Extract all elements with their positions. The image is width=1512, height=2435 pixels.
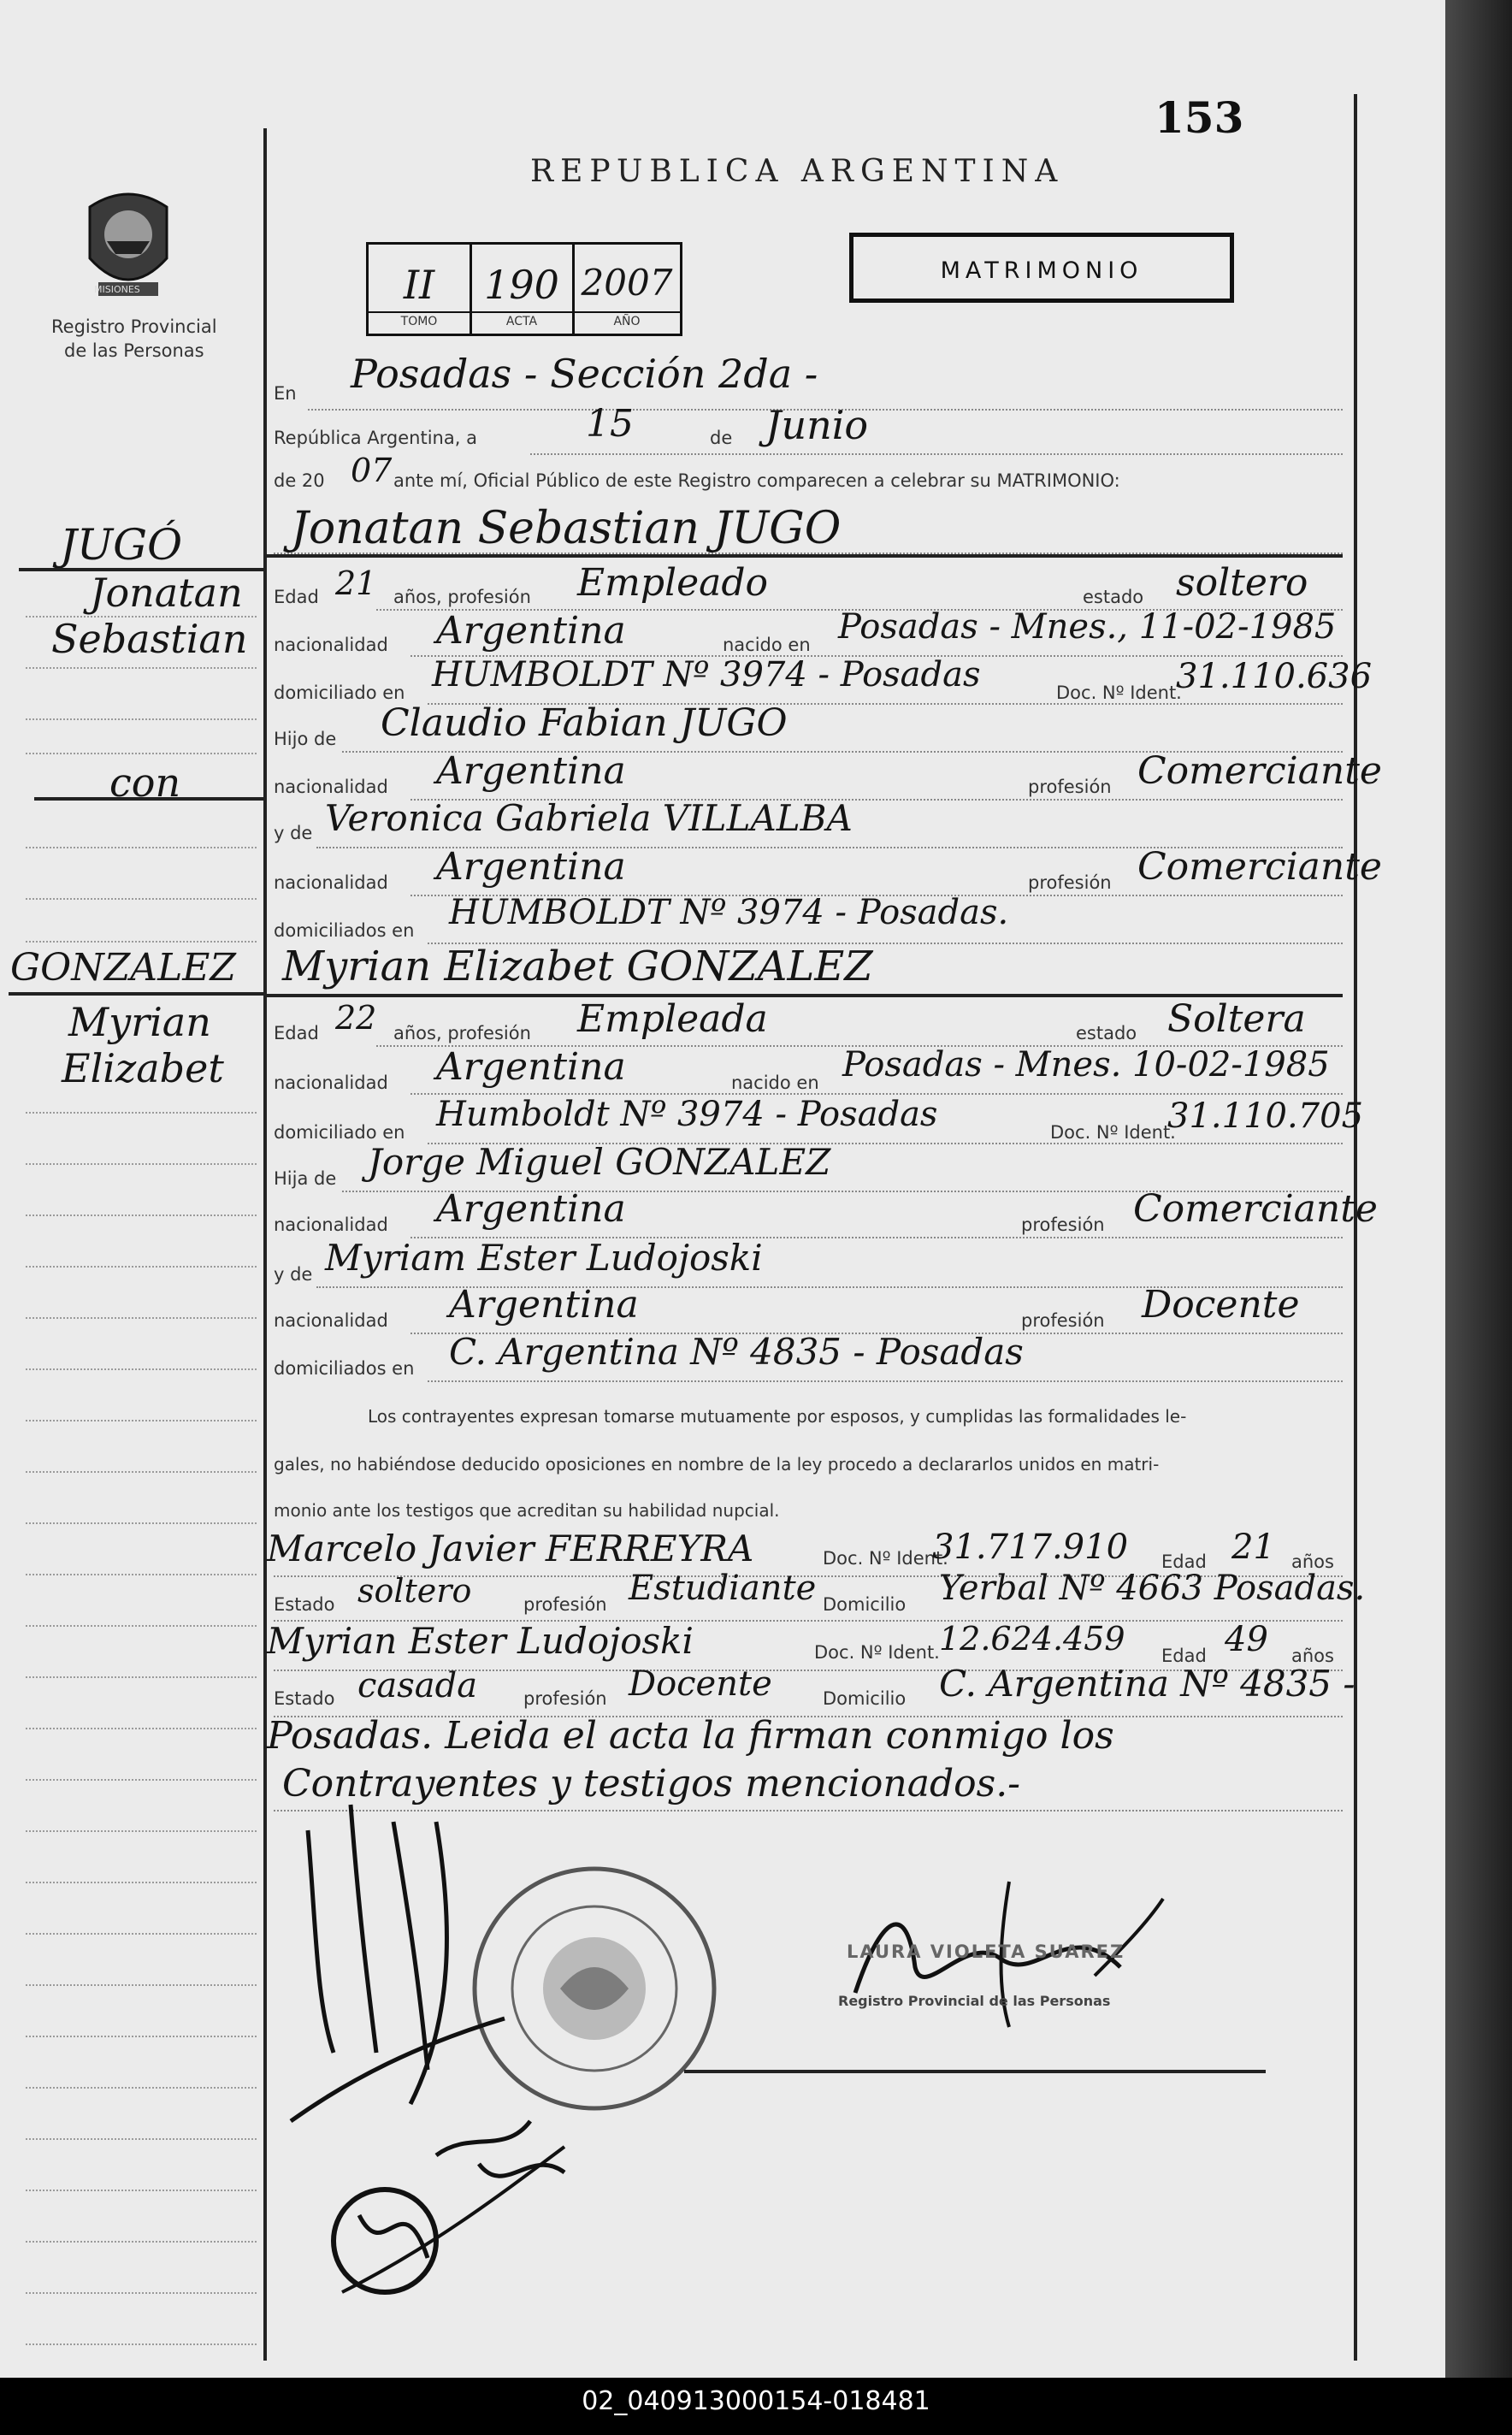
registry-name-line1: Registro Provincial: [51, 316, 217, 337]
groom-doc-label: Doc. Nº Ident.: [1056, 683, 1182, 703]
witness2-estado: casada: [357, 1666, 478, 1705]
intro-republic-label: República Argentina, a: [274, 428, 477, 448]
groom-father-nac-label: nacionalidad: [274, 777, 388, 797]
groom-full-name: Jonatan Sebastian JUGO: [291, 503, 842, 554]
bride-mother-nac-label: nacionalidad: [274, 1310, 388, 1331]
witness1-doc: 31.717.910: [932, 1528, 1129, 1567]
witness1-prof-label: profesión: [523, 1594, 607, 1615]
witness1-dom: Yerbal Nº 4663 Posadas.: [939, 1569, 1366, 1608]
witness1-doc-label: Doc. Nº Ident.: [823, 1548, 948, 1569]
witness2-prof-label: profesión: [523, 1688, 607, 1709]
bride-estado-label: estado: [1076, 1023, 1137, 1043]
groom-mother-prof-label: profesión: [1028, 872, 1112, 893]
bride-domicilio: Humboldt Nº 3974 - Posadas: [436, 1095, 938, 1134]
page-number: 153: [1155, 92, 1244, 143]
bride-profesion-label: años, profesión: [393, 1023, 531, 1043]
groom-profesion: Empleado: [577, 561, 769, 605]
groom-mother-nac: Argentina: [436, 845, 626, 889]
act-type-label: MATRIMONIO: [940, 257, 1143, 284]
witness1-name: Marcelo Javier FERREYRA: [267, 1528, 754, 1569]
registry-logo: [73, 181, 184, 301]
witness1-estado-label: Estado: [274, 1594, 335, 1615]
bride-nacido-label: nacido en: [731, 1073, 819, 1093]
witness1-estado: soltero: [357, 1572, 472, 1610]
groom-hijo-label: Hijo de: [274, 729, 337, 749]
bride-profesion: Empleada: [577, 997, 768, 1041]
statement-line2: gales, no habiéndose deducido oposiciones en nombre de la ley procedo a declararlos unidos en matri-: [274, 1454, 1160, 1475]
groom-father-prof-label: profesión: [1028, 777, 1112, 797]
bride-father: Jorge Miguel GONZALEZ: [368, 1141, 831, 1183]
bride-parents-dom: C. Argentina Nº 4835 - Posadas: [449, 1331, 1024, 1373]
witness2-estado-label: Estado: [274, 1688, 335, 1709]
bride-hija-label: Hija de: [274, 1168, 337, 1189]
bride-domicilio-label: domiciliado en: [274, 1122, 405, 1143]
groom-edad: 21: [335, 564, 377, 602]
groom-father-nac: Argentina: [436, 749, 626, 793]
groom-edad-label: Edad: [274, 587, 319, 607]
statement-line3: monio ante los testigos que acreditan su habilidad nupcial.: [274, 1500, 780, 1521]
registry-name-line2: de las Personas: [64, 340, 204, 361]
groom-mother-nac-label: nacionalidad: [274, 872, 388, 893]
groom-father-prof: Comerciante: [1137, 749, 1382, 793]
closing-line1: Posadas. Leida el acta la firman conmigo los: [267, 1714, 1114, 1758]
bride-nacido: Posadas - Mnes. 10-02-1985: [842, 1045, 1330, 1085]
groom-nacido: Posadas - Mnes., 11-02-1985: [838, 607, 1337, 647]
groom-nacionalidad: Argentina: [436, 609, 626, 653]
country-heading: REPUBLICA ARGENTINA: [530, 154, 1065, 189]
bride-doc-label: Doc. Nº Ident.: [1050, 1122, 1176, 1143]
bride-father-nac: Argentina: [436, 1187, 626, 1231]
intro-year-suffix: 07: [351, 452, 393, 489]
witness2-edad: 49: [1225, 1620, 1268, 1659]
margin-bride-given-2: Elizabet: [62, 1045, 224, 1091]
bride-mother-prof: Docente: [1142, 1283, 1300, 1327]
groom-estado-label: estado: [1083, 587, 1144, 607]
witness1-edad: 21: [1231, 1528, 1275, 1567]
witness2-dom-label: Domicilio: [823, 1688, 907, 1709]
bride-doc: 31.110.705: [1167, 1096, 1364, 1136]
witness1-edad-label: Edad: [1161, 1551, 1207, 1572]
groom-domicilio-label: domiciliado en: [274, 683, 405, 703]
witness2-edad-label: Edad: [1161, 1646, 1207, 1666]
margin-groom-given-2: Sebastian: [51, 616, 248, 662]
groom-parents-dom: HUMBOLDT Nº 3974 - Posadas.: [449, 893, 1009, 932]
margin-bride-surname: GONZALEZ: [10, 946, 236, 990]
record-tomo: II: [403, 262, 435, 308]
record-acta-label: ACTA: [505, 315, 538, 328]
bride-mother: Myriam Ester Ludojoski: [325, 1237, 763, 1279]
groom-profesion-label: años, profesión: [393, 587, 531, 607]
witness2-prof: Docente: [629, 1664, 772, 1704]
bride-signature: [308, 2095, 599, 2318]
bride-father-nac-label: nacionalidad: [274, 1215, 388, 1235]
margin-groom-surname: JUGÓ: [60, 520, 183, 570]
groom-father: Claudio Fabian JUGO: [381, 701, 788, 745]
intro-place: Posadas - Sección 2da -: [351, 351, 818, 397]
image-id-footer: 02_040913000154-018481: [582, 2386, 930, 2416]
intro-en-label: En: [274, 383, 297, 404]
groom-mother-prof: Comerciante: [1137, 845, 1382, 889]
bride-edad-label: Edad: [274, 1023, 319, 1043]
margin-con: con: [109, 759, 181, 806]
witness1-anios-label: años: [1291, 1551, 1334, 1572]
bride-edad: 22: [335, 999, 377, 1037]
record-anio: 2007: [581, 262, 673, 304]
statement-line1: Los contrayentes expresan tomarse mutuamente por esposos, y cumplidas las formalidades le-: [368, 1406, 1187, 1427]
intro-declaration: ante mí, Oficial Público de este Registro comparecen a celebrar su MATRIMONIO:: [393, 470, 1120, 491]
record-acta: 190: [484, 262, 559, 308]
registry-logo-text: MISIONES: [94, 284, 140, 295]
bride-father-prof-label: profesión: [1021, 1215, 1105, 1235]
groom-nacionalidad-label: nacionalidad: [274, 635, 388, 655]
bride-full-name: Myrian Elizabet GONZALEZ: [282, 943, 873, 990]
intro-de-label: de: [710, 428, 733, 448]
witness1-dom-label: Domicilio: [823, 1594, 907, 1615]
book-spine-edge: [1445, 0, 1512, 2435]
groom-mother: Veronica Gabriela VILLALBA: [325, 797, 853, 839]
witness2-doc-label: Doc. Nº Ident.: [814, 1642, 940, 1663]
left-column-rule: [263, 128, 267, 2361]
closing-line2: Contrayentes y testigos mencionados.-: [282, 1762, 1021, 1806]
record-box: [366, 242, 682, 336]
witness2-name: Myrian Ester Ludojoski: [267, 1620, 694, 1662]
groom-y-de-label: y de: [274, 823, 313, 843]
official-stamp-name: LAURA VIOLETA SUAREZ: [847, 1941, 1125, 1962]
intro-month: Junio: [765, 402, 869, 448]
intro-year-prefix: de 20: [274, 470, 325, 491]
witness1-prof: Estudiante: [629, 1569, 817, 1608]
bride-nacionalidad-label: nacionalidad: [274, 1073, 388, 1093]
margin-groom-given-1: Jonatan: [90, 570, 243, 616]
bride-estado: Soltera: [1167, 997, 1306, 1041]
groom-domicilio: HUMBOLDT Nº 3974 - Posadas: [432, 655, 981, 694]
record-tomo-label: TOMO: [400, 315, 438, 328]
intro-day: 15: [586, 402, 634, 446]
witness2-doc: 12.624.459: [939, 1620, 1125, 1658]
bride-nacionalidad: Argentina: [436, 1045, 626, 1089]
bride-mother-prof-label: profesión: [1021, 1310, 1105, 1331]
bride-father-prof: Comerciante: [1133, 1187, 1378, 1231]
margin-bride-given-1: Myrian: [68, 999, 211, 1045]
groom-estado: soltero: [1176, 561, 1308, 605]
groom-parents-dom-label: domiciliados en: [274, 920, 415, 941]
bride-parents-dom-label: domiciliados en: [274, 1358, 415, 1379]
bride-y-de-label: y de: [274, 1264, 313, 1285]
groom-nacido-label: nacido en: [723, 635, 811, 655]
witness2-dom: C. Argentina Nº 4835 -: [939, 1663, 1355, 1705]
witness2-anios-label: años: [1291, 1646, 1334, 1666]
groom-doc: 31.110.636: [1176, 657, 1373, 696]
official-stamp-title: Registro Provincial de las Personas: [838, 1993, 1111, 2009]
bride-mother-nac: Argentina: [449, 1283, 639, 1327]
record-anio-label: AÑO: [613, 315, 641, 328]
act-type-box: [849, 233, 1234, 303]
